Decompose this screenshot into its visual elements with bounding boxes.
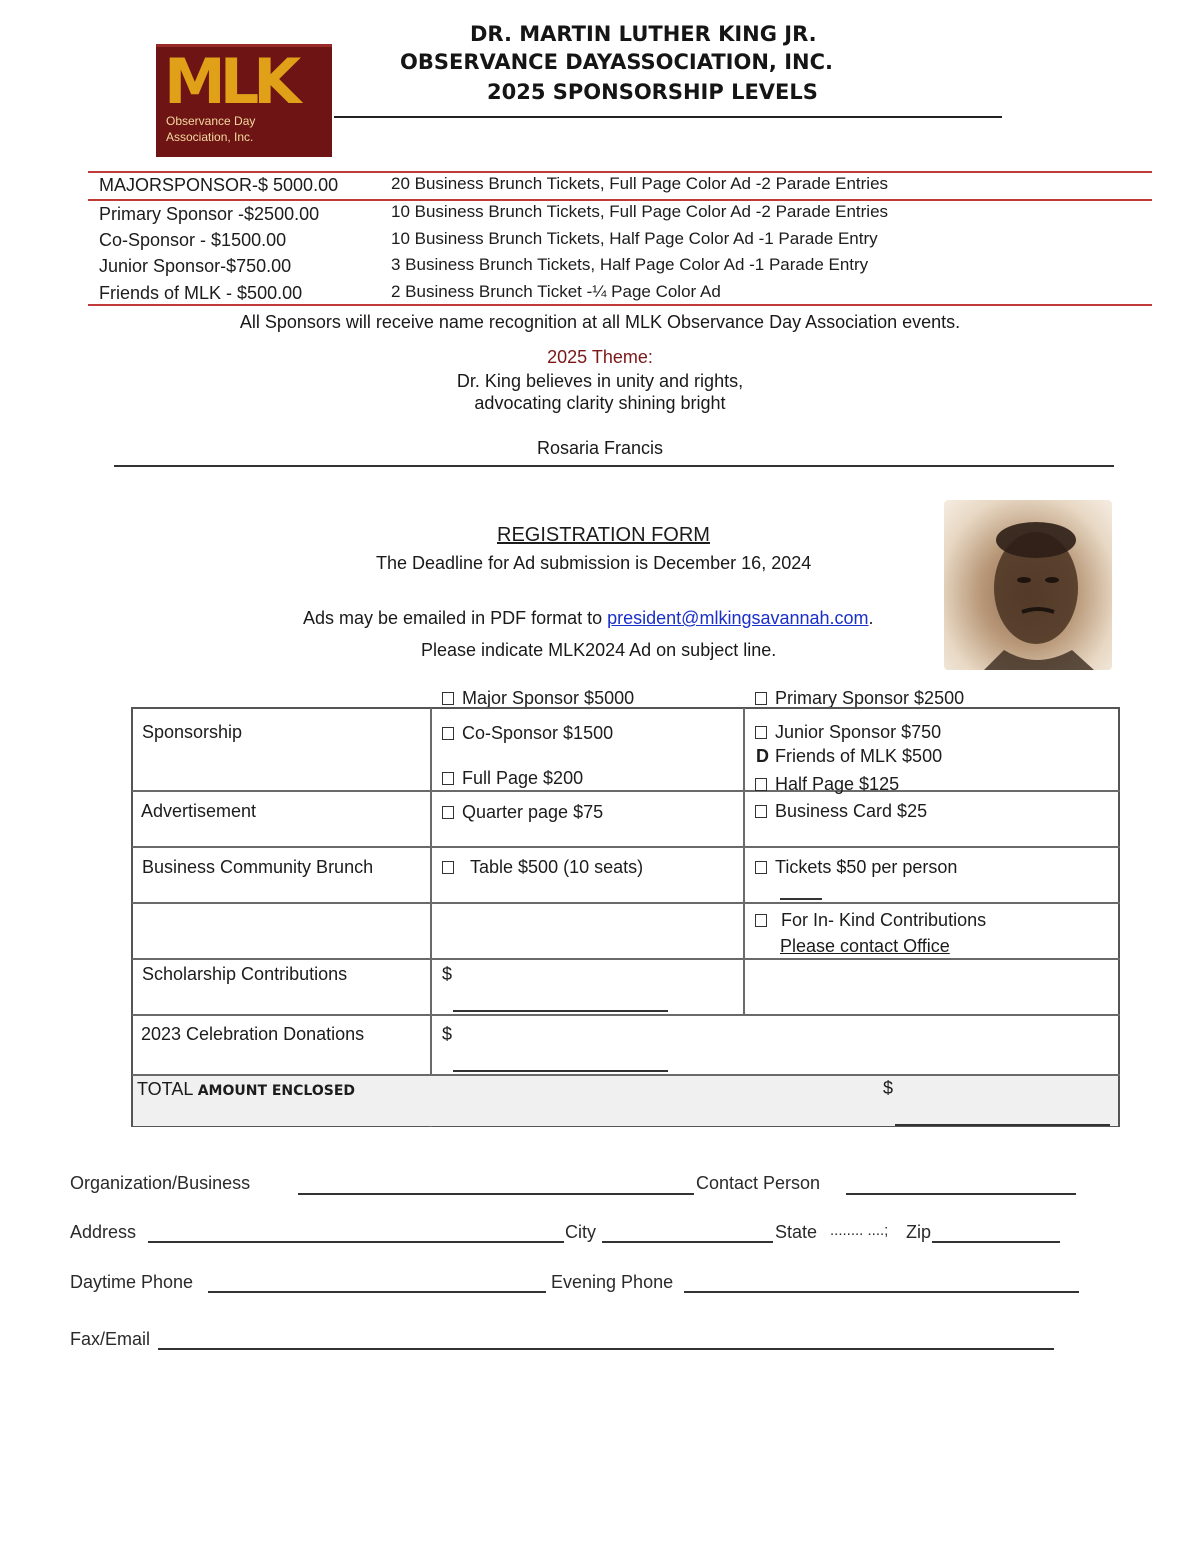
option-friends-of-mlk[interactable] [756, 746, 942, 767]
checkbox-business-card[interactable] [755, 805, 767, 818]
option-junior-sponsor-label: Junior Sponsor $750 [775, 722, 942, 742]
row-label-scholarship: Scholarship Contributions [142, 964, 348, 984]
city-label: City [565, 1222, 596, 1242]
level-benefits-major: 20 Business Brunch Tickets, Full Page Color Ad -2 Parade Entries [391, 174, 889, 193]
contact-person-label: Contact Person [696, 1173, 821, 1193]
option-quarter-page[interactable] [442, 802, 603, 823]
levels-rule-bottom [88, 304, 1152, 306]
total-label-b: AMOUNT ENCLOSED [197, 1083, 356, 1099]
header-title-line-1: DR. MARTIN LUTHER KING JR. [470, 22, 817, 46]
checkbox-table[interactable] [442, 861, 454, 874]
theme-line-1: Dr. King believes in unity and rights, [456, 371, 744, 391]
table-col-divider-2 [743, 708, 745, 1015]
option-co-sponsor[interactable] [442, 723, 613, 744]
zip-field[interactable] [932, 1241, 1060, 1243]
option-full-page[interactable] [442, 768, 583, 789]
ad-deadline: The Deadline for Ad submission is December 16, 2024 [376, 553, 812, 573]
checkbox-primary-sponsor[interactable] [755, 692, 767, 705]
option-half-page-label: Half Page $125 [775, 774, 900, 794]
checkbox-half-page[interactable] [755, 778, 767, 791]
level-benefits-friends: 2 Business Brunch Ticket -¼ Page Color Ad [391, 282, 721, 301]
checkbox-junior-sponsor[interactable] [755, 726, 767, 739]
option-tickets[interactable] [755, 857, 957, 878]
scholarship-currency: $ [442, 964, 453, 984]
table-col-divider-1 [430, 708, 432, 1127]
theme-author: Rosaria Francis [536, 438, 664, 458]
evening-phone-field[interactable] [684, 1291, 1079, 1293]
option-primary-sponsor-label: Primary Sponsor $2500 [775, 688, 965, 708]
header-title-line-2: OBSERVANCE DAYASSOCIATION, INC. [400, 50, 833, 74]
option-in-kind-label: For In- Kind Contributions [781, 910, 987, 930]
evening-phone-label: Evening Phone [551, 1272, 674, 1292]
state-label: State [775, 1222, 818, 1242]
levels-rule-2 [88, 199, 1152, 201]
option-half-page[interactable] [755, 774, 899, 795]
mlk-logo [156, 44, 332, 157]
option-major-sponsor[interactable] [442, 688, 634, 709]
logo-subtitle [166, 113, 255, 145]
row-label-advertisement: Advertisement [141, 801, 257, 821]
section-separator [114, 465, 1114, 467]
option-business-card-label: Business Card $25 [775, 801, 928, 821]
option-primary-sponsor[interactable] [755, 688, 964, 709]
option-full-page-label: Full Page $200 [462, 768, 584, 788]
level-name-primary: Primary Sponsor -$2500.00 [99, 204, 320, 224]
email-instructions [303, 608, 874, 629]
total-label-a: TOTAL [137, 1079, 198, 1099]
state-field-dots[interactable]: ........ ....; [830, 1222, 889, 1239]
logo-line-2: Association, Inc. [166, 130, 254, 144]
checkbox-co-sponsor[interactable] [442, 727, 454, 740]
option-business-card[interactable] [755, 801, 927, 822]
option-friends-label: Friends of MLK $500 [775, 746, 943, 766]
scholarship-amount-line[interactable] [453, 1010, 668, 1012]
contact-person-field[interactable] [846, 1193, 1076, 1195]
header-rule [334, 116, 1002, 118]
row-label-sponsorship: Sponsorship [142, 722, 243, 742]
option-quarter-page-label: Quarter page $75 [462, 802, 604, 822]
city-field[interactable] [602, 1241, 773, 1243]
organization-field[interactable] [298, 1193, 694, 1195]
total-amount-line[interactable] [895, 1124, 1110, 1126]
table-row-divider-5 [132, 1014, 1120, 1016]
fax-email-label: Fax/Email [70, 1329, 151, 1349]
mlk-portrait-image [944, 500, 1112, 670]
option-junior-sponsor[interactable] [755, 722, 941, 743]
organization-label: Organization/Business [70, 1173, 251, 1193]
option-table[interactable] [442, 857, 643, 878]
row-label-donations: 2023 Celebration Donations [141, 1024, 365, 1044]
level-name-friends: Friends of MLK - $500.00 [99, 283, 303, 303]
fax-email-field[interactable] [158, 1348, 1054, 1350]
daytime-phone-label: Daytime Phone [70, 1272, 194, 1292]
checkbox-in-kind[interactable] [755, 914, 767, 927]
portrait-illustration [944, 500, 1112, 670]
row-label-total [137, 1079, 355, 1100]
total-currency: $ [883, 1078, 894, 1098]
row-label-brunch: Business Community Brunch [142, 857, 374, 877]
option-table-label: Table $500 (10 seats) [470, 857, 644, 877]
donations-currency: $ [442, 1024, 453, 1044]
level-name-co: Co-Sponsor - $1500.00 [99, 230, 287, 250]
tickets-quantity-line[interactable] [780, 898, 822, 900]
checkbox-full-page[interactable] [442, 772, 454, 785]
theme-line-2: advocating clarity shining bright [474, 393, 726, 413]
table-row-divider-3 [132, 902, 1120, 904]
address-field[interactable] [148, 1241, 564, 1243]
level-name-junior: Junior Sponsor-$750.00 [99, 256, 292, 276]
level-name-major: MAJORSPONSOR-$ 5000.00 [99, 175, 339, 195]
option-in-kind[interactable] [755, 910, 986, 931]
donations-amount-line[interactable] [453, 1070, 668, 1072]
email-link[interactable]: president@mlkingsavannah.com [607, 608, 869, 628]
checkbox-quarter-page[interactable] [442, 806, 454, 819]
table-row-divider-1 [132, 790, 1120, 792]
option-co-sponsor-label: Co-Sponsor $1500 [462, 723, 614, 743]
option-major-sponsor-label: Major Sponsor $5000 [462, 688, 635, 708]
table-row-divider-2 [132, 846, 1120, 848]
zip-label: Zip [906, 1222, 932, 1242]
daytime-phone-field[interactable] [208, 1291, 546, 1293]
checkbox-major-sponsor[interactable] [442, 692, 454, 705]
theme-label: 2025 Theme: [547, 347, 653, 367]
checkbox-tickets[interactable] [755, 861, 767, 874]
logo-mark: MLK [164, 45, 296, 118]
email-suffix: . [868, 608, 874, 628]
address-label: Address [70, 1222, 137, 1242]
level-benefits-junior: 3 Business Brunch Tickets, Half Page Color Ad -1 Parade Entry [391, 255, 869, 274]
level-benefits-co: 10 Business Brunch Tickets, Half Page Color Ad -1 Parade Entry [391, 229, 878, 248]
levels-rule-top [88, 171, 1152, 173]
friends-mark: D [756, 746, 769, 766]
level-benefits-primary: 10 Business Brunch Tickets, Full Page Color Ad -2 Parade Entries [391, 202, 889, 221]
logo-line-1: Observance Day [166, 114, 256, 128]
in-kind-contact-note: Please contact Office [780, 936, 950, 956]
option-tickets-label: Tickets $50 per person [775, 857, 958, 877]
subject-line-note: Please indicate MLK2024 Ad on subject line. [421, 640, 777, 660]
email-prefix: Ads may be emailed in PDF format to [303, 608, 608, 628]
registration-title: REGISTRATION FORM [497, 524, 710, 546]
header-title-line-3: 2025 SPONSORSHIP LEVELS [487, 80, 818, 104]
table-row-divider-4 [132, 958, 1120, 960]
recognition-note: All Sponsors will receive name recognition at all MLK Observance Day Association events. [239, 312, 961, 332]
